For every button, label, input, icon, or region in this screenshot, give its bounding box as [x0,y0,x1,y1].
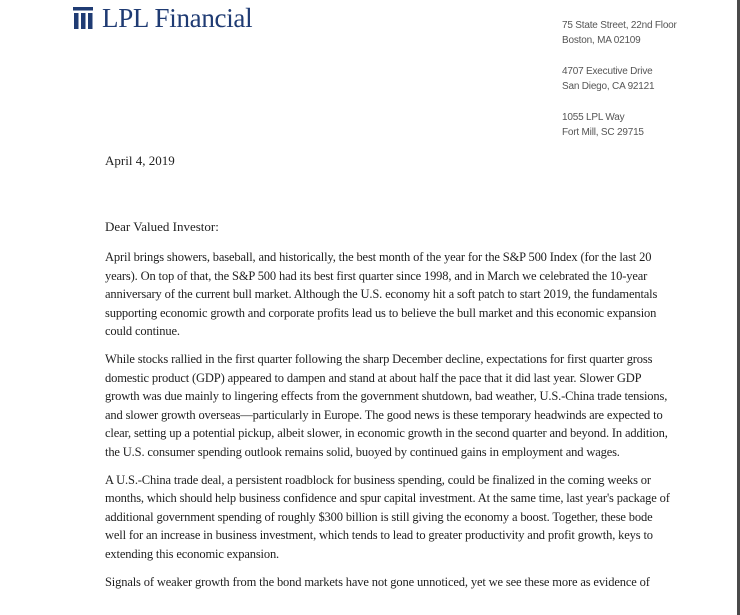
body-paragraph: A U.S.-China trade deal, a persistent roadblock for business spending, could be finalized in the coming weeks or months, which should help business confidence and spur capital investment. At the same time, last year's package of additional government spending of roughly $300 billion is still giving the economy a boost. Together, these bode well for an increase in business investment, which tends to lead to greater productivity and profit growth, keys to extending this economic expansion. [105,472,670,561]
address-line: 4707 Executive Drive [562,66,653,77]
lpl-logo [73,4,252,32]
letter-salutation: Dear Valued Investor: [105,219,219,234]
address-line: 75 State Street, 22nd Floor [562,20,677,31]
paragraph-text: While stocks rallied in the first quarter following the sharp December decline, expectations for first quarter gross domestic product (GDP) appeared to dampen and stand at about half the pace that it did last year. Slower GDP growth was due mainly to lingering effects from the government shutdown, bad weather, U.S.-China trade tensions, and slower growth overseas—particularly in Europe. The good news is these temporary headwinds are expected to clear, setting up a potential pickup, albeit slower, in economic growth in the second quarter and beyond. In addition, the U.S. consumer spending outlook remains solid, buoyed by continued gains in employment and wages. [105,351,668,459]
letter-body [105,248,673,600]
body-paragraph [105,350,673,462]
address-line: Fort Mill, SC 29715 [562,127,644,138]
office-addresses [562,18,677,156]
lpl-bars-icon [73,6,95,30]
address-boston [562,18,677,48]
address-fort-mill [562,110,677,140]
logo-wordmark: LPL Financial [102,3,253,33]
address-line: Boston, MA 02109 [562,35,641,46]
address-san-diego [562,64,677,94]
body-paragraph: April brings showers, baseball, and historically, the best month of the year for the S&P 500 Index (for the last 20 years). On top of that, the S&P 500 had its best first quarter since 1998, and in March we celebrated the 10-year anniversary of the current bull market. Although the U.S. economy hit a soft patch to start 2019, the fundamentals supporting economic growth and corporate profits lead us to believe the bull market and this economic expansion could continue. [105,250,658,339]
letter-date: April 4, 2019 [105,153,175,168]
address-line: 1055 LPL Way [562,112,625,123]
address-line: San Diego, CA 92121 [562,81,655,92]
body-paragraph: Signals of weaker growth from the bond markets have not gone unnoticed, yet we see these more as evidence of [105,574,650,589]
